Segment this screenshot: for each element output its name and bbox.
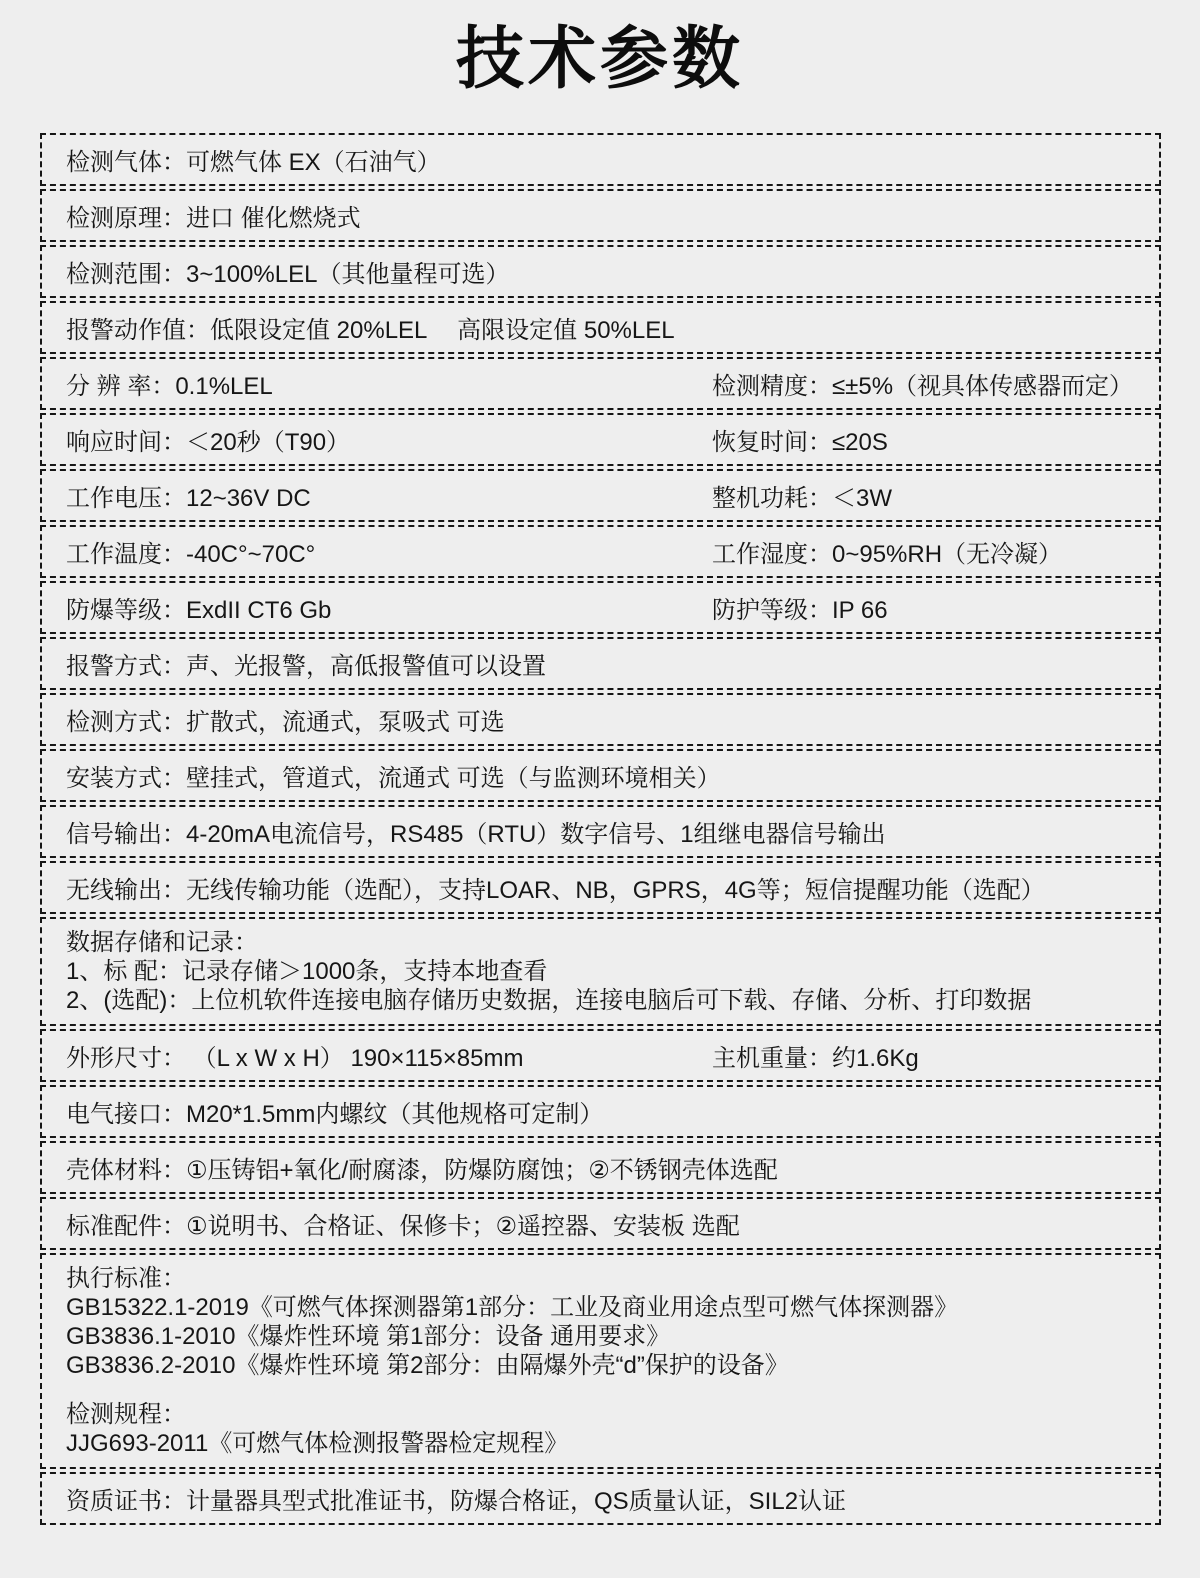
- spec-row-13: [40, 805, 1161, 858]
- spec-text: 电气接口：M20*1.5mm内螺纹（其他规格可定制）: [66, 1101, 604, 1128]
- page-title: 技术参数: [455, 21, 744, 97]
- spec-text-left: 分 辨 率：0.1%LEL: [66, 373, 273, 400]
- spec-row-1: [40, 133, 1161, 186]
- spec-line: 1、标 配：记录存储＞1000条，支持本地查看: [66, 958, 548, 985]
- spec-text: 报警动作值：低限设定值 20%LEL 高限设定值 50%LEL: [66, 317, 675, 344]
- spec-text: 检测原理：进口 催化燃烧式: [66, 205, 361, 232]
- spec-line: GB3836.2-2010《爆炸性环境 第2部分：由隔爆外壳“d”保护的设备》: [66, 1352, 789, 1379]
- spec-text: 资质证书：计量器具型式批准证书，防爆合格证，QS质量认证，SIL2认证: [66, 1488, 847, 1515]
- spec-text-left: 工作电压：12~36V DC: [66, 485, 311, 512]
- spec-row-5: [40, 357, 1161, 410]
- spec-row-14: [40, 861, 1161, 914]
- spec-row-3: [40, 245, 1161, 298]
- spec-text: 信号输出：4-20mA电流信号，RS485（RTU）数字信号、1组继电器信号输出: [66, 821, 886, 848]
- spec-row-21: [40, 1472, 1161, 1525]
- spec-row-16: [40, 1029, 1161, 1082]
- spec-text: 标准配件：①说明书、合格证、保修卡；②遥控器、安装板 选配: [66, 1213, 740, 1240]
- spec-table: [40, 133, 1161, 1528]
- spec-text-right: 整机功耗：＜3W: [712, 485, 892, 512]
- spec-row-12: [40, 749, 1161, 802]
- spec-row-4: [40, 301, 1161, 354]
- spec-row-7: [40, 469, 1161, 522]
- spec-text-left: 响应时间：＜20秒（T90）: [66, 429, 351, 456]
- spec-text: 安装方式：壁挂式，管道式，流通式 可选（与监测环境相关）: [66, 765, 721, 792]
- spec-line: 2、(选配)：上位机软件连接电脑存储历史数据，连接电脑后可下载、存储、分析、打印数据: [66, 987, 1032, 1014]
- spec-text: 壳体材料：①压铸铝+氧化/耐腐漆，防爆防腐蚀；②不锈钢壳体选配: [66, 1157, 778, 1184]
- spec-text-right: 防护等级：IP 66: [712, 597, 888, 624]
- spec-text-left: 工作温度：-40C°~70C°: [66, 541, 316, 568]
- spec-text: 无线输出：无线传输功能（选配），支持LOAR、NB，GPRS，4G等；短信提醒功能（选配）: [66, 877, 1045, 904]
- spec-line: GB15322.1-2019《可燃气体探测器第1部分：工业及商业用途点型可燃气体探测器》: [66, 1294, 959, 1321]
- spec-row-11: [40, 693, 1161, 746]
- spec-line: GB3836.1-2010《爆炸性环境 第1部分：设备 通用要求》: [66, 1323, 671, 1350]
- spec-row-17: [40, 1085, 1161, 1138]
- spec-text-left: 防爆等级：ExdII CT6 Gb: [66, 597, 332, 624]
- spec-text: 检测范围：3~100%LEL（其他量程可选）: [66, 261, 510, 288]
- spec-text-right: 检测精度：≤±5%（视具体传感器而定）: [712, 373, 1134, 400]
- spec-row-10: [40, 637, 1161, 690]
- spec-text: 检测气体：可燃气体 EX（石油气）: [66, 149, 441, 176]
- spec-row-9: [40, 581, 1161, 634]
- spec-line: 检测规程：: [66, 1401, 186, 1428]
- spec-text-right: 恢复时间：≤20S: [712, 429, 888, 456]
- spec-text-right: 主机重量：约1.6Kg: [712, 1045, 919, 1072]
- spec-line: 数据存储和记录：: [66, 929, 258, 956]
- spec-text: 检测方式：扩散式，流通式，泵吸式 可选: [66, 709, 505, 736]
- spec-text-right: 工作湿度：0~95%RH（无冷凝）: [712, 541, 1063, 568]
- spec-row-8: [40, 525, 1161, 578]
- spec-line: JJG693-2011《可燃气体检测报警器检定规程》: [66, 1430, 569, 1457]
- spec-row-19: [40, 1197, 1161, 1250]
- spec-row-6: [40, 413, 1161, 466]
- spec-text-left: 外形尺寸： （L x W x H） 190×115×85mm: [66, 1045, 524, 1072]
- spec-line: 执行标准：: [66, 1265, 186, 1292]
- spec-row-20: [40, 1253, 1161, 1469]
- spec-row-2: [40, 189, 1161, 242]
- spec-row-15: [40, 917, 1161, 1026]
- spec-text: 报警方式：声、光报警，高低报警值可以设置: [66, 653, 546, 680]
- spec-row-18: [40, 1141, 1161, 1194]
